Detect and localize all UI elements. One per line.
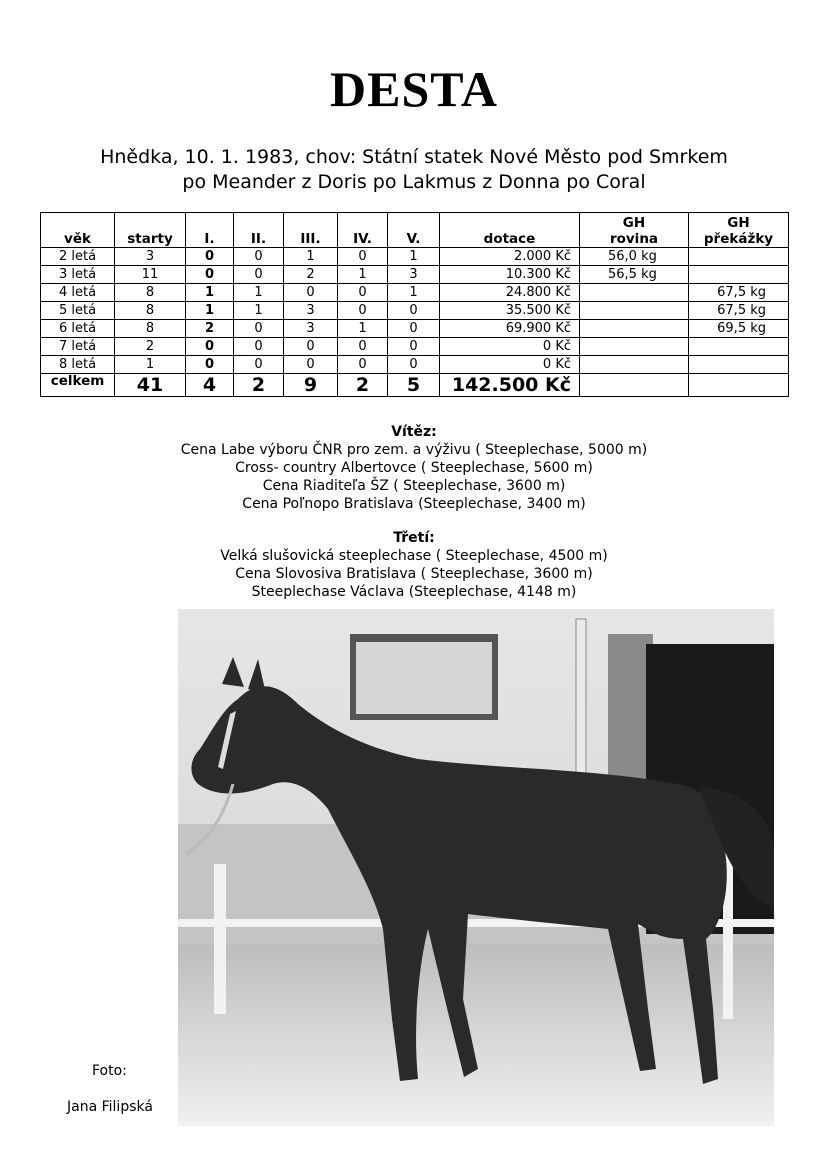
cell-place-5: 0 xyxy=(388,338,440,356)
cell-prize: 10.300 Kč xyxy=(440,266,580,284)
col-gh-flat: GH rovina xyxy=(580,213,689,248)
cell-place-2: 0 xyxy=(234,356,284,374)
cell-place-3: 0 xyxy=(284,284,338,302)
cell-age: 6 letá xyxy=(41,320,115,338)
cell-gh-jump xyxy=(689,338,789,356)
cell-place-3: 1 xyxy=(284,248,338,266)
cell-prize: 0 Kč xyxy=(440,356,580,374)
third-item: Cena Slovosiva Bratislava ( Steeplechase, 3600 m) xyxy=(235,566,593,582)
cell-place-4: 1 xyxy=(338,320,388,338)
total-place-1: 4 xyxy=(186,374,234,397)
cell-gh-flat xyxy=(580,338,689,356)
cell-starts: 8 xyxy=(115,284,186,302)
total-label: celkem xyxy=(41,374,115,397)
cell-place-1: 0 xyxy=(186,356,234,374)
cell-gh-flat xyxy=(580,320,689,338)
photo-credit-name: Jana Filipská xyxy=(67,1099,153,1115)
cell-place-5: 0 xyxy=(388,356,440,374)
cell-place-4: 1 xyxy=(338,266,388,284)
cell-place-1: 1 xyxy=(186,284,234,302)
cell-gh-flat xyxy=(580,356,689,374)
third-item: Velká slušovická steeplechase ( Steeplechase, 4500 m) xyxy=(220,548,608,564)
cell-place-1: 0 xyxy=(186,266,234,284)
cell-place-5: 1 xyxy=(388,248,440,266)
cell-starts: 2 xyxy=(115,338,186,356)
cell-place-3: 2 xyxy=(284,266,338,284)
cell-age: 4 letá xyxy=(41,284,115,302)
col-place-3: III. xyxy=(284,213,338,248)
cell-place-5: 3 xyxy=(388,266,440,284)
cell-starts: 11 xyxy=(115,266,186,284)
cell-starts: 8 xyxy=(115,302,186,320)
cell-gh-jump xyxy=(689,266,789,284)
cell-age: 5 letá xyxy=(41,302,115,320)
winner-item: Cena Labe výboru ČNR pro zem. a výživu ( Steeplechase, 5000 m) xyxy=(180,442,648,458)
col-place-1: I. xyxy=(186,213,234,248)
third-heading: Třetí: xyxy=(393,530,435,546)
col-starts: starty xyxy=(115,213,186,248)
cell-place-2: 1 xyxy=(234,302,284,320)
cell-starts: 1 xyxy=(115,356,186,374)
cell-place-3: 0 xyxy=(284,356,338,374)
total-starts: 41 xyxy=(115,374,186,397)
col-place-2: II. xyxy=(234,213,284,248)
table-row xyxy=(41,284,789,302)
cell-place-2: 0 xyxy=(234,248,284,266)
cell-prize: 0 Kč xyxy=(440,338,580,356)
cell-place-4: 0 xyxy=(338,302,388,320)
cell-place-2: 0 xyxy=(234,338,284,356)
cell-gh-jump: 67,5 kg xyxy=(689,284,789,302)
cell-place-2: 0 xyxy=(234,320,284,338)
cell-place-4: 0 xyxy=(338,284,388,302)
cell-place-1: 0 xyxy=(186,338,234,356)
cell-place-3: 3 xyxy=(284,302,338,320)
cell-gh-flat xyxy=(580,284,689,302)
cell-prize: 24.800 Kč xyxy=(440,284,580,302)
total-place-2: 2 xyxy=(234,374,284,397)
cell-gh-jump xyxy=(689,248,789,266)
cell-gh-jump: 67,5 kg xyxy=(689,302,789,320)
table-row xyxy=(41,356,789,374)
cell-age: 7 letá xyxy=(41,338,115,356)
table-row xyxy=(41,266,789,284)
total-gh-flat xyxy=(580,374,689,397)
cell-place-1: 2 xyxy=(186,320,234,338)
horse-photo xyxy=(178,609,774,1126)
photo-credit-label: Foto: xyxy=(92,1063,127,1079)
horse-details: Hnědka, 10. 1. 1983, chov: Státní statek Nové Město pod Smrkem xyxy=(100,146,728,168)
cell-age: 8 letá xyxy=(41,356,115,374)
winner-section xyxy=(0,423,828,513)
cell-place-5: 0 xyxy=(388,320,440,338)
col-age: věk xyxy=(41,213,115,248)
col-place-4: IV. xyxy=(338,213,388,248)
total-place-3: 9 xyxy=(284,374,338,397)
table-total-row xyxy=(41,374,789,397)
cell-place-1: 1 xyxy=(186,302,234,320)
cell-place-4: 0 xyxy=(338,356,388,374)
third-section xyxy=(0,529,828,601)
total-prize: 142.500 Kč xyxy=(440,374,580,397)
cell-starts: 8 xyxy=(115,320,186,338)
col-place-5: V. xyxy=(388,213,440,248)
winner-item: Cross- country Albertovce ( Steeplechase, 5600 m) xyxy=(235,460,593,476)
table-row xyxy=(41,248,789,266)
cell-place-4: 0 xyxy=(338,248,388,266)
third-item: Steeplechase Václava (Steeplechase, 4148 m) xyxy=(251,584,577,600)
racing-record-table xyxy=(40,212,789,397)
pedigree: po Meander z Doris po Lakmus z Donna po Coral xyxy=(182,171,646,193)
table-row xyxy=(41,302,789,320)
cell-gh-jump xyxy=(689,356,789,374)
cell-place-3: 3 xyxy=(284,320,338,338)
cell-age: 3 letá xyxy=(41,266,115,284)
cell-gh-jump: 69,5 kg xyxy=(689,320,789,338)
cell-place-3: 0 xyxy=(284,338,338,356)
cell-gh-flat xyxy=(580,302,689,320)
table-row xyxy=(41,320,789,338)
cell-prize: 35.500 Kč xyxy=(440,302,580,320)
cell-prize: 69.900 Kč xyxy=(440,320,580,338)
cell-age: 2 letá xyxy=(41,248,115,266)
table-row xyxy=(41,338,789,356)
cell-place-4: 0 xyxy=(338,338,388,356)
page-title: DESTA xyxy=(329,61,498,117)
winner-item: Cena Riaditeľa ŠZ ( Steeplechase, 3600 m) xyxy=(262,478,566,494)
cell-starts: 3 xyxy=(115,248,186,266)
cell-gh-flat: 56,5 kg xyxy=(580,266,689,284)
cell-prize: 2.000 Kč xyxy=(440,248,580,266)
cell-place-2: 1 xyxy=(234,284,284,302)
cell-place-2: 0 xyxy=(234,266,284,284)
winner-heading: Vítěz: xyxy=(391,424,437,440)
col-gh-jump: GH překážky xyxy=(689,213,789,248)
cell-place-1: 0 xyxy=(186,248,234,266)
cell-place-5: 0 xyxy=(388,302,440,320)
total-place-4: 2 xyxy=(338,374,388,397)
cell-gh-flat: 56,0 kg xyxy=(580,248,689,266)
col-prize: dotace xyxy=(440,213,580,248)
total-gh-jump xyxy=(689,374,789,397)
cell-place-5: 1 xyxy=(388,284,440,302)
table-header-row xyxy=(41,213,789,248)
winner-item: Cena Poľnopo Bratislava (Steeplechase, 3400 m) xyxy=(242,496,586,512)
total-place-5: 5 xyxy=(388,374,440,397)
